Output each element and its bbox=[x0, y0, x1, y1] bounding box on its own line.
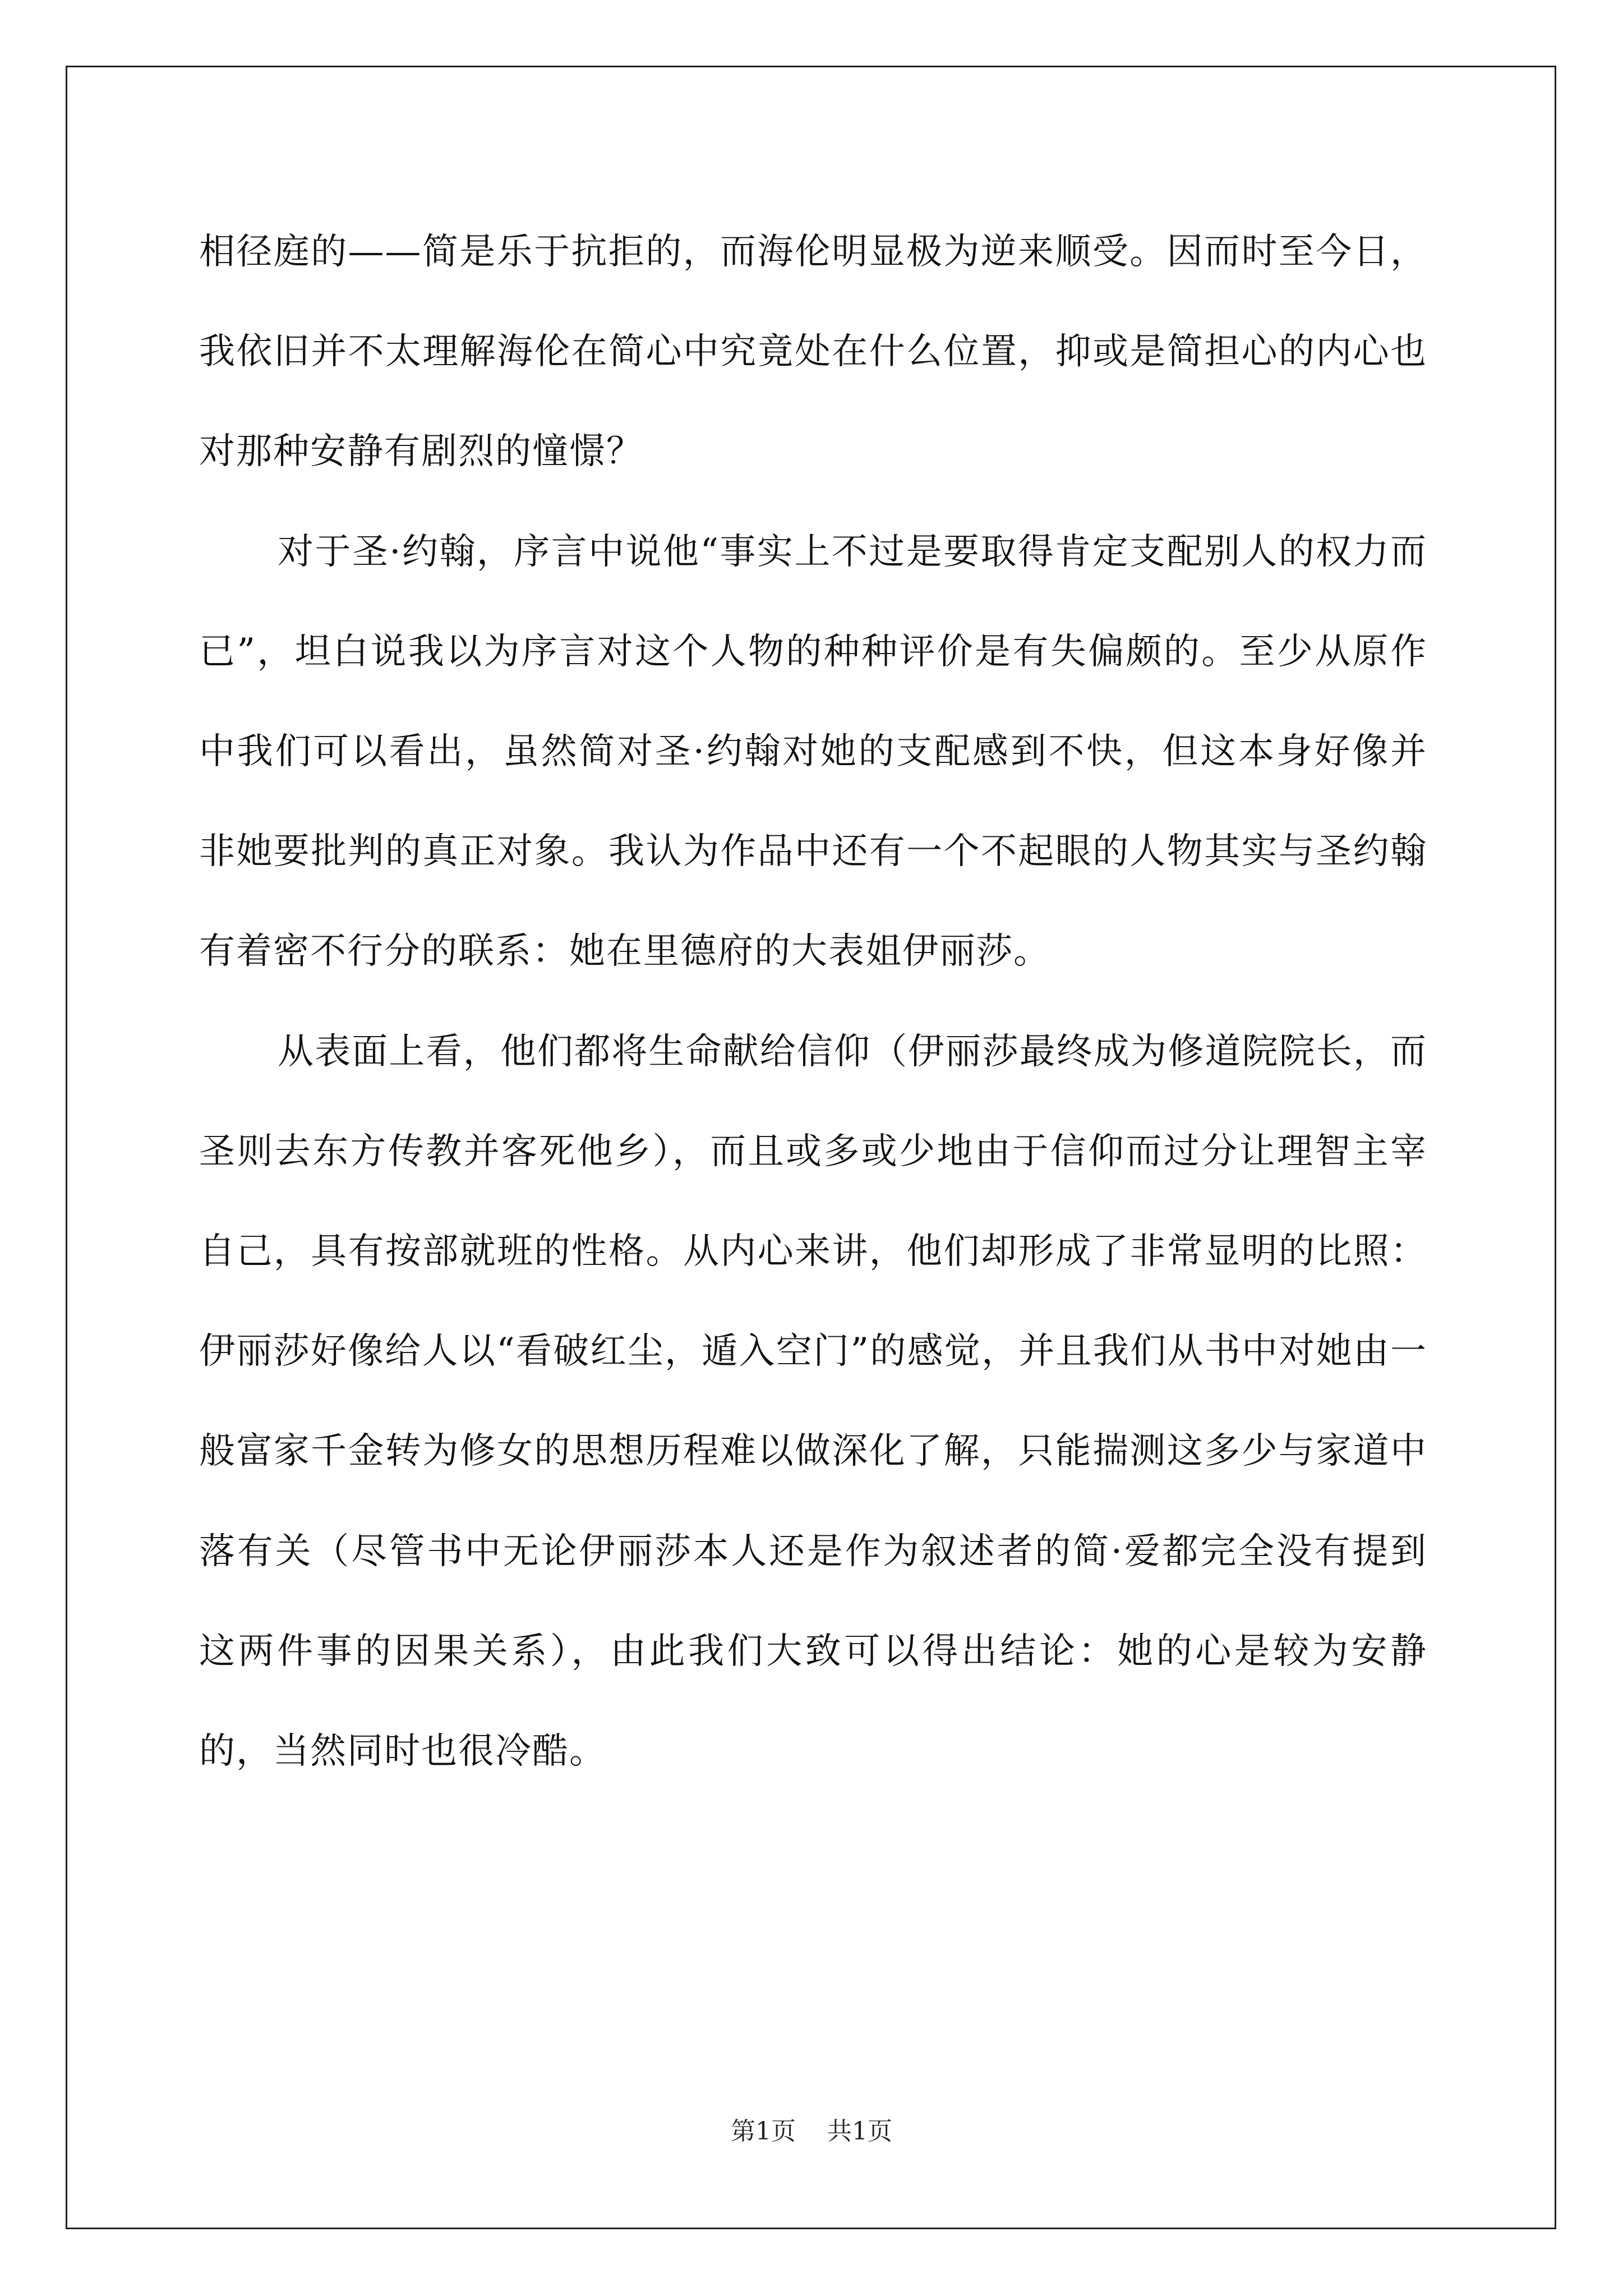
page-footer bbox=[0, 2115, 1623, 2148]
paragraph-3: 从表面上看，他们都将生命献给信仰（伊丽莎最终成为修道院院长，而圣则去东方传教并客死他乡），而且或多或少地由于信仰而过分让理智主宰自己，具有按部就班的性格。从内心来讲，他们却形成了非常显明的比照：伊丽莎好像给人以“看破红尘，遁入空门”的感觉，并且我们从书中对她由一般富家千金转为修女的思想历程难以做深化了解，只能揣测这多少与家道中落有关（尽管书中无论伊丽莎本人还是作为叙述者的简·爱都完全没有提到这两件事的因果关系），由此我们大致可以得出结论：她的心是较为安静的，当然同时也很冷酷。 bbox=[199, 1030, 1427, 1773]
page-number: 第1页 bbox=[731, 2117, 796, 2146]
paragraph-2: 对于圣·约翰，序言中说他“事实上不过是要取得肯定支配别人的权力而已”，坦白说我以为序言对这个人物的种种评价是有失偏颇的。至少从原作中我们可以看出，虽然简对圣·约翰对她的支配感到不快，但这本身好像并非她要批判的真正对象。我认为作品中还有一个不起眼的人物其实与圣约翰有着密不行分的联系：她在里德府的大表姐伊丽莎。 bbox=[199, 531, 1427, 973]
paragraph-1: 相径庭的——简是乐于抗拒的，而海伦明显极为逆来顺受。因而时至今日，我依旧并不太理解海伦在简心中究竟处在什么位置，抑或是简担心的内心也对那种安静有剧烈的憧憬？ bbox=[199, 231, 1427, 473]
document-body bbox=[199, 202, 1427, 1801]
page-total: 共1页 bbox=[827, 2117, 892, 2146]
